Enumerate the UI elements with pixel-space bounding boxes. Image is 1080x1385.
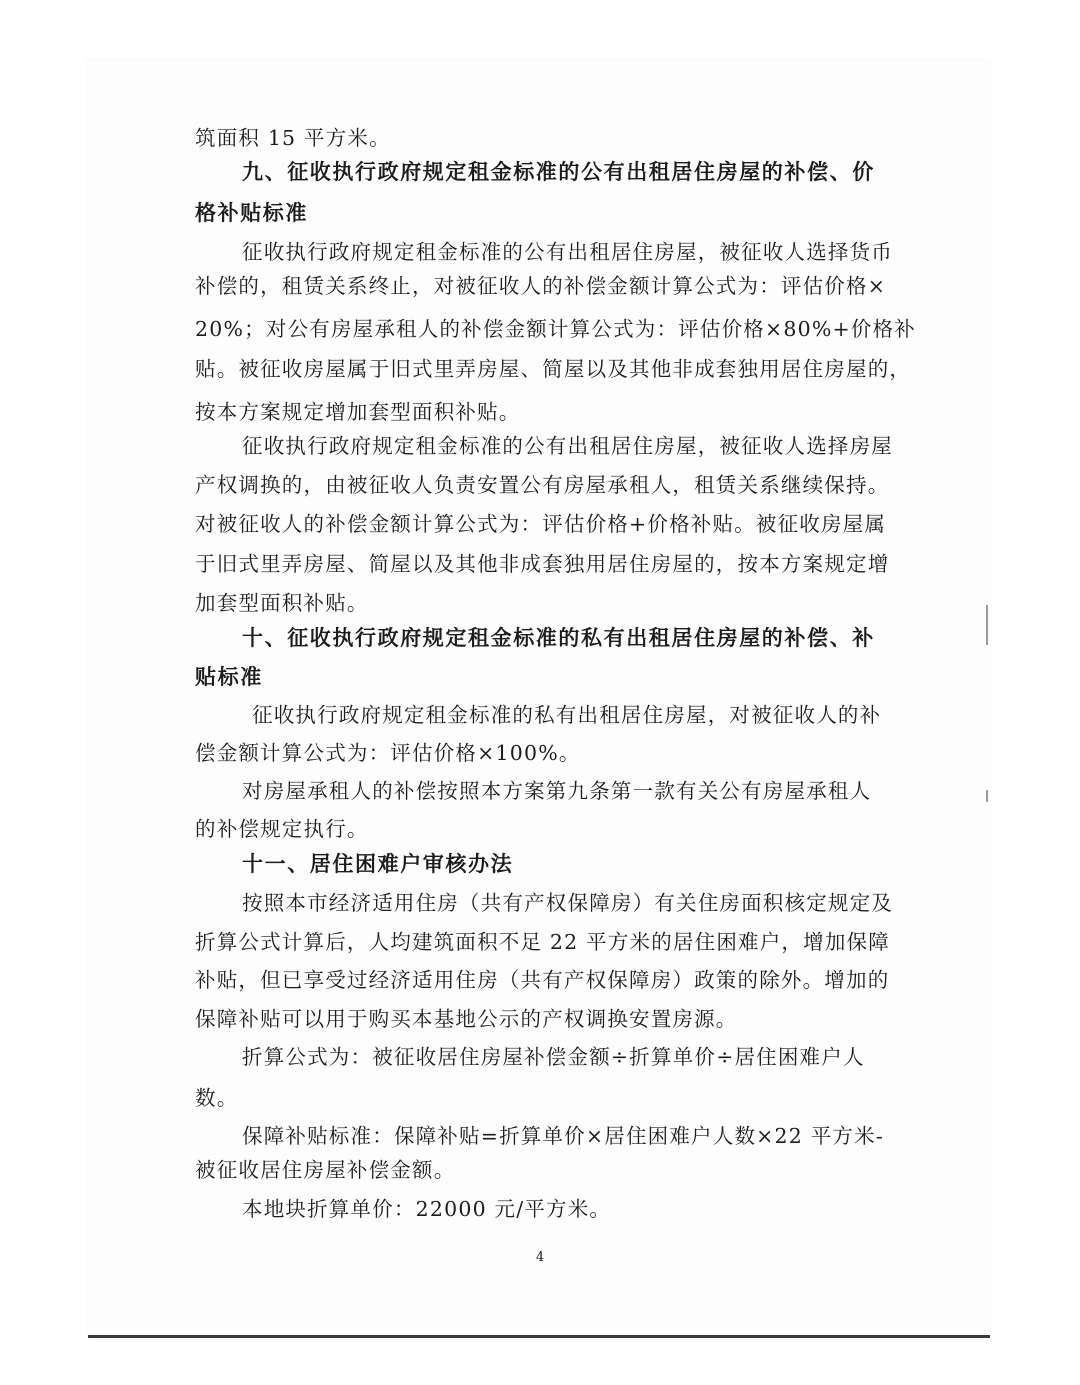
text-line: 数。 [195,1086,239,1110]
text-line: 产权调换的，由被征收人负责安置公有房屋承租人，租赁关系继续保持。 [195,473,890,497]
text-line: 保障补贴标准：保障补贴=折算单价×居住困难户人数×22 平方米- [242,1124,884,1148]
text-line: 的补偿规定执行。 [195,817,369,841]
text-line: 20%；对公有房屋承租人的补偿金额计算公式为：评估价格×80%+价格补 [195,317,916,341]
section-heading-10-cont: 贴标准 [195,665,263,689]
text-line: 贴。被征收房屋属于旧式里弄房屋、简屋以及其他非成套独用居住房屋的， [195,357,912,381]
text-line: 折算公式为：被征收居住房屋补偿金额÷折算单价÷居住困难户人 [242,1045,865,1069]
text-line: 加套型面积补贴。 [195,591,369,615]
text-line: 筑面积 15 平方米。 [195,126,391,150]
section-heading-10: 十、征收执行政府规定租金标准的私有出租居住房屋的补偿、补 [242,626,875,650]
text-line: 对房屋承租人的补偿按照本方案第九条第一款有关公有房屋承租人 [242,779,872,803]
section-heading-9-cont: 格补贴标准 [195,201,308,225]
section-heading-9: 九、征收执行政府规定租金标准的公有出租居住房屋的补偿、价 [242,160,875,184]
text-line: 被征收居住房屋补偿金额。 [195,1158,456,1182]
scan-mark [986,605,988,645]
text-line: 于旧式里弄房屋、简屋以及其他非成套独用居住房屋的，按本方案规定增 [195,552,890,576]
text-line: 补贴，但已享受过经济适用住房（共有产权保障房）政策的除外。增加的 [195,968,890,992]
text-line: 对被征收人的补偿金额计算公式为：评估价格+价格补贴。被征收房屋属 [195,512,887,536]
text-line: 按本方案规定增加套型面积补贴。 [195,400,521,424]
text-line: 按照本市经济适用住房（共有产权保障房）有关住房面积核定规定及 [242,891,893,915]
section-heading-11: 十一、居住困难户审核办法 [242,852,514,876]
text-line: 保障补贴可以用于购买本基地公示的产权调换安置房源。 [195,1007,738,1031]
text-line: 征收执行政府规定租金标准的公有出租居住房屋，被征收人选择房屋 [242,434,893,458]
page-bottom-edge [88,1335,990,1338]
text-line: 补偿的，租赁关系终止，对被征收人的补偿金额计算公式为：评估价格× [195,274,887,298]
page-number: 4 [535,1250,545,1265]
text-line: 征收执行政府规定租金标准的公有出租居住房屋，被征收人选择货币 [242,240,893,264]
text-line: 本地块折算单价：22000 元/平方米。 [242,1197,612,1221]
text-line: 征收执行政府规定租金标准的私有出租居住房屋，对被征收人的补 [252,703,882,727]
text-line: 偿金额计算公式为：评估价格×100%。 [195,741,581,765]
scan-mark [986,790,988,802]
text-line: 折算公式计算后，人均建筑面积不足 22 平方米的居住困难户，增加保障 [195,930,890,954]
